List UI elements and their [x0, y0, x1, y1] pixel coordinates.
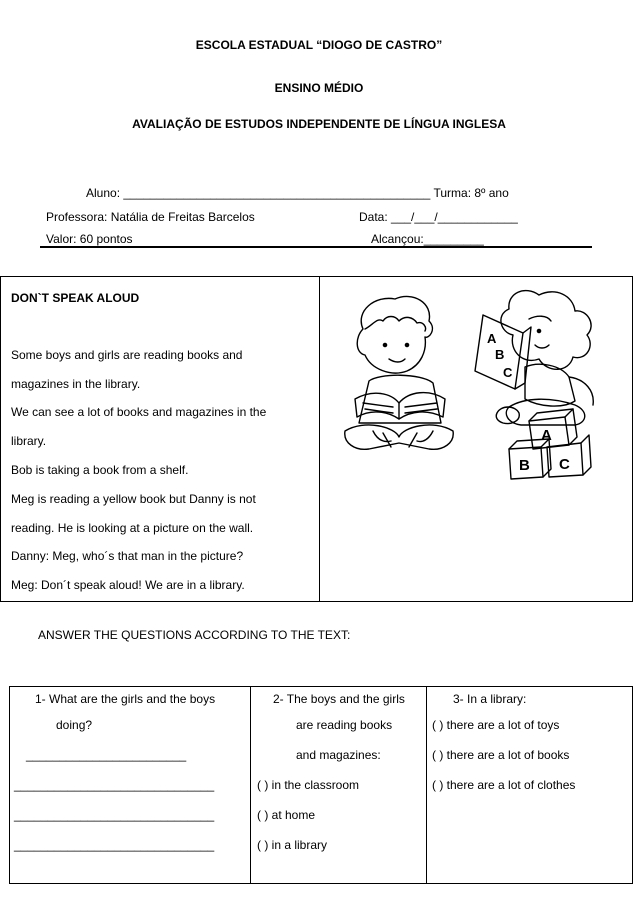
column-divider	[250, 687, 251, 883]
question-2-text-cont: are reading books	[296, 718, 393, 732]
book-letter: C	[503, 365, 513, 380]
answer-line: ______________________________	[14, 778, 215, 792]
reading-line: We can see a lot of books and magazines in the	[11, 405, 267, 419]
school-name: ESCOLA ESTADUAL “DIOGO DE CASTRO”	[195, 38, 443, 52]
question-2-text-cont: and magazines:	[296, 748, 381, 762]
column-divider	[426, 687, 427, 883]
divider	[40, 246, 592, 248]
exam-title: AVALIAÇÃO DE ESTUDOS INDEPENDENTE DE LÍNGUA INGLESA	[132, 117, 506, 131]
score-value: Valor: 60 pontos	[46, 232, 133, 246]
answer-line: ______________________________	[14, 838, 215, 852]
question-3-text: 3- In a library:	[453, 692, 527, 706]
reading-line: Danny: Meg, who´s that man in the picture?	[11, 549, 244, 563]
date-line: Data: ___/___/____________	[359, 210, 518, 224]
reading-line: Meg: Don´t speak aloud! We are in a library.	[11, 578, 245, 592]
student-name-line: Aluno: ______________________________________________ Turma: 8º ano	[86, 186, 509, 200]
question-2-text: 2- The boys and the girls	[273, 692, 405, 706]
block-letter-b: B	[519, 457, 530, 474]
score-achieved: Alcançou:_________	[371, 232, 484, 246]
question-1-text: 1- What are the girls and the boys	[35, 692, 216, 706]
answer-line: ________________________	[26, 748, 187, 762]
questions-box	[9, 686, 633, 884]
question-1-text-cont: doing?	[56, 718, 93, 732]
book-letter: A	[487, 331, 497, 346]
teacher-line: Professora: Natália de Freitas Barcelos	[46, 210, 255, 224]
reading-line: reading. He is looking at a picture on the wall.	[11, 521, 254, 535]
education-level: ENSINO MÉDIO	[274, 81, 364, 95]
girl-figure	[475, 291, 593, 479]
boy-figure	[345, 296, 453, 449]
reading-box	[0, 276, 633, 602]
reading-line: Some boys and girls are reading books and	[11, 348, 243, 362]
column-divider	[319, 277, 320, 601]
block-letter-a: A	[541, 427, 552, 444]
question-3-option[interactable]: ( ) there are a lot of toys	[432, 718, 560, 732]
reading-line: library.	[11, 434, 47, 448]
answer-line: ______________________________	[14, 808, 215, 822]
question-3-option[interactable]: ( ) there are a lot of clothes	[432, 778, 576, 792]
question-2-option[interactable]: ( ) in the classroom	[257, 778, 360, 792]
question-2-option[interactable]: ( ) at home	[257, 808, 316, 822]
question-2-option[interactable]: ( ) in a library	[257, 838, 328, 852]
children-reading-illustration	[325, 281, 625, 481]
reading-title: DON`T SPEAK ALOUD	[11, 291, 140, 305]
instructions: ANSWER THE QUESTIONS ACCORDING TO THE TEXT:	[38, 628, 351, 642]
reading-line: Bob is taking a book from a shelf.	[11, 463, 189, 477]
reading-line: magazines in the library.	[11, 377, 141, 391]
reading-line: Meg is reading a yellow book but Danny is not	[11, 492, 256, 506]
block-letter-c: C	[559, 456, 570, 473]
book-letter: B	[495, 347, 505, 362]
question-3-option[interactable]: ( ) there are a lot of books	[432, 748, 570, 762]
